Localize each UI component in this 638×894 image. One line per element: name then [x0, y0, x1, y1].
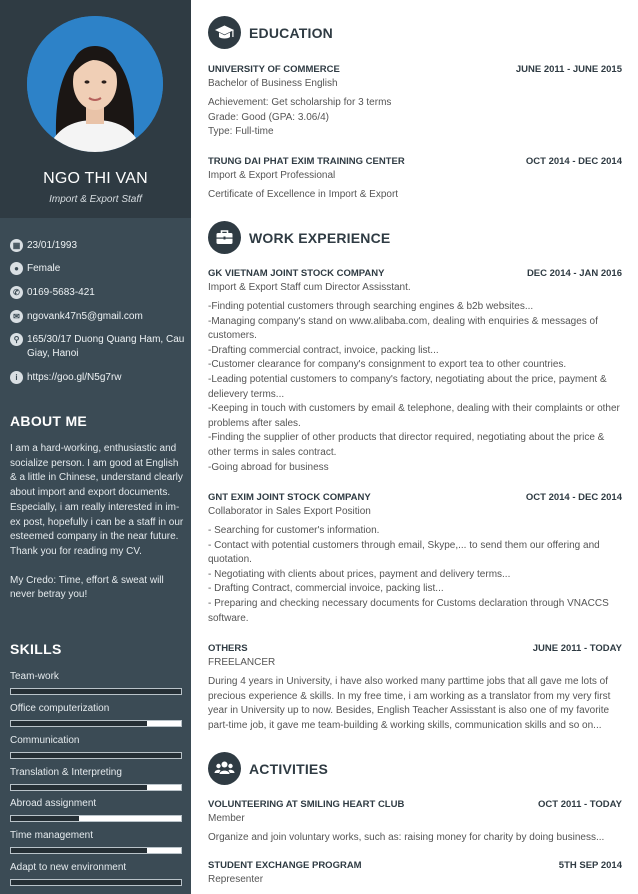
skill-name: Abroad assignment [10, 798, 97, 809]
about-text-block [10, 442, 186, 603]
contact-phone [10, 286, 185, 300]
profile-name: NGO THI VAN [43, 170, 148, 187]
contact-birthdate [10, 239, 185, 253]
entry-line: - Contact with potential customers through email, Skype,... to send them our offering and quotation. [208, 539, 600, 566]
avatar [27, 16, 163, 152]
skill-name: Adapt to new environment [10, 862, 127, 873]
entry-title: OTHERS [208, 643, 248, 654]
entry-line: -Managing company's stand on www.alibaba.com, dealing with enquiries & messages of customers. [208, 315, 598, 342]
education-heading: EDUCATION [249, 25, 333, 41]
entry-date: JUNE 2011 - JUNE 2015 [515, 64, 622, 75]
contact-text: 0169-5683-421 [27, 287, 95, 298]
contact-text: https://goo.gl/N5g7rw [27, 372, 122, 383]
entry-line: Certificate of Excellence in Import & Export [208, 189, 399, 200]
contact-gender [10, 262, 185, 276]
entry-title: STUDENT EXCHANGE PROGRAM [208, 860, 362, 871]
briefcase-icon [208, 221, 241, 254]
education-entry [208, 64, 622, 140]
skill-name: Team-work [10, 671, 59, 682]
about-heading: ABOUT ME [10, 413, 88, 429]
entry-line: - Drafting Contract, commercial invoice, packing list... [208, 583, 444, 595]
skill-item [10, 671, 182, 695]
entry-description [208, 188, 622, 203]
entry-description [208, 300, 622, 475]
entry-description [208, 831, 622, 846]
entry-line: During 4 years in University, i have also worked many parttime jobs that all gave me lots of precious experience & skills. In my free time, i am working as a translator from my very first year in University up to now. Besides, English Teacher Assisstant is also one of my favorite part-time job, it gave me team-building & working skills, communication skills and so on... [208, 676, 611, 731]
activity-entry [208, 799, 622, 846]
entry-date: OCT 2014 - DEC 2014 [525, 156, 622, 167]
profile-header [0, 0, 191, 218]
entry-subtitle: FREELANCER [208, 657, 276, 668]
contact-link [10, 371, 185, 385]
skill-item [10, 830, 182, 854]
entry-line: Achievement: Get scholarship for 3 terms [208, 97, 392, 108]
skill-bar-remaining [147, 785, 181, 790]
entry-line: Type: Full-time [208, 126, 274, 138]
contact-email [10, 310, 185, 324]
skill-name: Translation & Interpreting [10, 767, 122, 778]
people-icon [208, 752, 241, 785]
skill-bar [10, 752, 182, 759]
skill-bar [10, 784, 182, 791]
skill-item [10, 703, 182, 727]
entry-line: - Searching for customer's information. [208, 525, 380, 536]
skill-item [10, 798, 182, 822]
entry-subtitle: Bachelor of Business English [208, 78, 338, 89]
entry-line: - Preparing and checking necessary documents for Customs declaration through VNACCS software. [208, 597, 609, 624]
entry-subtitle: Import & Export Staff cum Director Assisstant. [208, 282, 411, 293]
skill-bar [10, 688, 182, 695]
entry-line: - Negotiating with clients about prices, payment and delivery terms... [208, 568, 511, 580]
skill-bar [10, 815, 182, 822]
entry-line: -Keeping in touch with customers by email & telephone, dealing with their complaints or other problems after sales. [208, 403, 620, 429]
skill-item [10, 767, 182, 791]
contact-address [10, 333, 185, 361]
entry-line: Grade: Good (GPA: 3.06/4) [208, 111, 329, 123]
contact-text: ngovank47n5@gmail.com [27, 311, 143, 322]
entry-title: GK VIETNAM JOINT STOCK COMPANY [208, 268, 385, 279]
entry-subtitle: Member [208, 813, 245, 824]
skill-bar [10, 879, 182, 886]
entry-line: -Finding potential customers through searching engines & b2b websites... [208, 301, 534, 312]
location-icon: ⚲ [10, 333, 23, 346]
entry-date: OCT 2014 - DEC 2014 [525, 492, 622, 503]
skill-bar-remaining [147, 848, 181, 853]
about-credo: My Credo: Time, effort & sweat will never betray you! [10, 574, 164, 601]
entry-subtitle: Collaborator in Sales Export Position [208, 506, 371, 517]
skill-name: Communication [10, 735, 80, 746]
entry-date: 5TH SEP 2014 [558, 860, 622, 871]
calendar-icon: ▦ [10, 239, 23, 252]
skill-name: Office computerization [10, 703, 110, 714]
skill-item [10, 862, 182, 886]
entry-line: -Going abroad for business [208, 461, 329, 473]
contact-text: 165/30/17 Duong Quang Ham, Cau Giay, Hanoi [27, 334, 185, 359]
entry-line: -Leading potential customers to company's factory, negotiating about the price, payment & delievery terms... [208, 373, 607, 400]
activities-heading: ACTIVITIES [249, 761, 329, 777]
graduation-cap-icon [208, 16, 241, 49]
skill-bar [10, 847, 182, 854]
work-heading: WORK EXPERIENCE [249, 230, 391, 246]
entry-description [208, 675, 622, 733]
activity-entry [208, 860, 622, 885]
entry-title: TRUNG DAI PHAT EXIM TRAINING CENTER [208, 156, 405, 167]
phone-icon: ✆ [10, 286, 23, 299]
skills-heading: SKILLS [10, 641, 62, 657]
work-entry [208, 268, 622, 475]
mail-icon: ✉ [10, 310, 23, 323]
entry-title: UNIVERSITY OF COMMERCE [208, 64, 340, 75]
skill-bar [10, 720, 182, 727]
sidebar [0, 0, 191, 894]
skill-bar-remaining [79, 816, 181, 821]
entry-title: GNT EXIM JOINT STOCK COMPANY [208, 492, 371, 503]
work-entry [208, 643, 622, 733]
info-icon: i [10, 371, 23, 384]
entry-line: -Drafting commercial contract, invoice, packing list... [208, 344, 439, 356]
entry-line: -Finding the supplier of other products that director required, negotiating about the price & other terms in sales contract. [208, 432, 605, 458]
education-entry [208, 156, 622, 203]
entry-description [208, 96, 622, 140]
work-entry [208, 492, 622, 626]
user-icon: ● [10, 262, 23, 275]
profile-role: Import & Export Staff [49, 194, 142, 205]
skill-item [10, 735, 182, 759]
skill-bar-remaining [147, 721, 181, 726]
about-text: I am a hard-working, enthusiastic and socialize person. I am good at English & a little in Chinese, understand clearly about import and export documents. Especially, i am really interested in im-ex post, hopefully i can be a staff in our esteemed company in the near future. Thank you for reading my CV. [10, 443, 184, 557]
entry-subtitle: Import & Export Professional [208, 170, 336, 181]
contact-text: Female [27, 263, 61, 274]
entry-line: Organize and join voluntary works, such as: raising money for charity by doing business... [208, 832, 605, 843]
entry-line: -Customer clearance for company's consignment to export tea to other countries. [208, 359, 567, 371]
entry-date: OCT 2011 - TODAY [538, 799, 622, 810]
skill-name: Time management [10, 830, 93, 841]
entry-description [208, 524, 622, 626]
entry-date: DEC 2014 - JAN 2016 [526, 268, 622, 279]
entry-subtitle: Representer [208, 874, 264, 885]
contact-text: 23/01/1993 [27, 240, 78, 251]
entry-title: VOLUNTEERING AT SMILING HEART CLUB [208, 799, 405, 810]
entry-date: JUNE 2011 - TODAY [532, 643, 622, 654]
